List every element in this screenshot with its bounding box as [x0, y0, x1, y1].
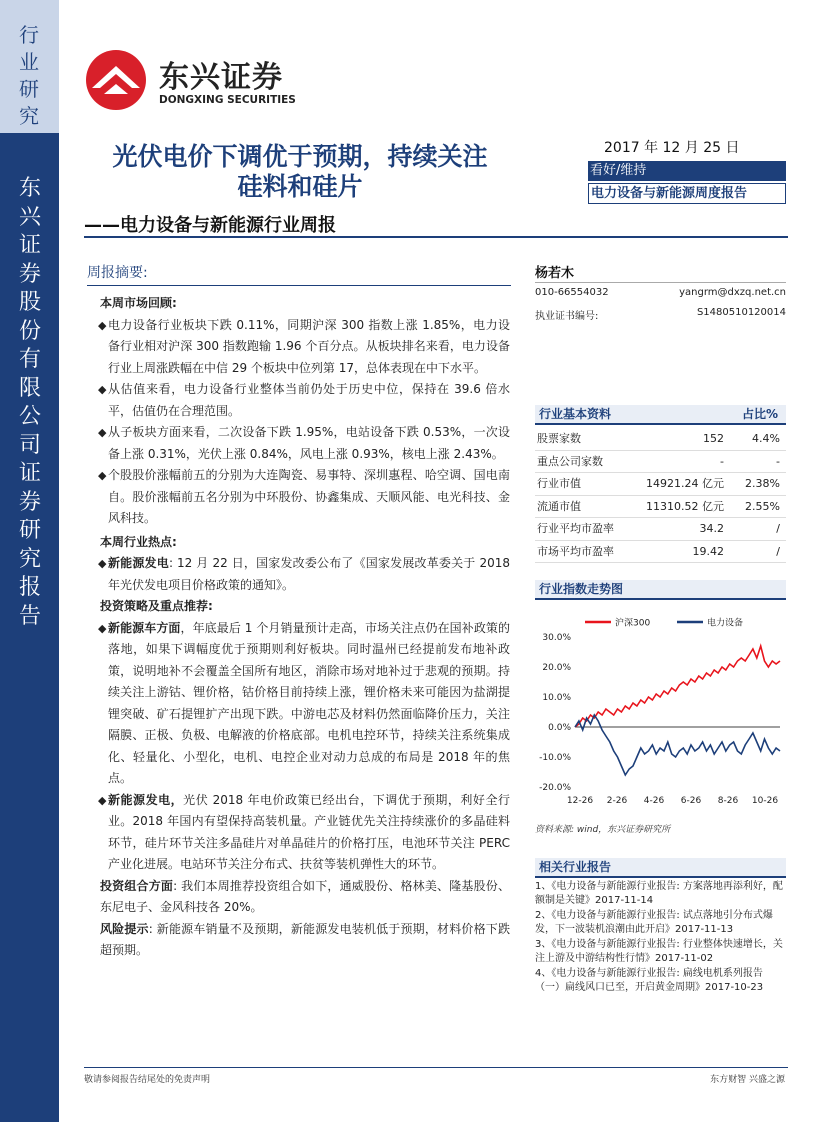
series-line-1 — [575, 715, 780, 775]
sidebar-top-label: 行业研究 — [19, 23, 39, 128]
related-report-item[interactable]: 2、《电力设备与新能源行业报告: 试点落地引分布式爆发，下一波装机浪潮由此开启》2017-11-13 — [535, 910, 773, 935]
chart-source: 资料来源: wind，东兴证券研究所 — [535, 825, 671, 835]
market-review-item: ◆ 电力设备行业板块下跌 0.11%，同期沪深 300 指数上涨 1.85%，电力设备行业相对沪深 300 指数跑输 1.96 个百分点。从板块排名来看，电力设备行业上周涨跌幅在中信 29 个板块中位列第 17，总体表现在中下水平。 — [100, 315, 510, 380]
related-report-item[interactable]: 1、《电力设备与新能源行业报告: 方案落地再添利好，配额制是关键》2017-11-14 — [535, 881, 783, 906]
summary-heading: 周报摘要: — [87, 265, 148, 281]
sidebar-top — [0, 0, 59, 133]
x-tick-label: 4-26 — [643, 796, 665, 806]
rating-badge: 看好/维持 — [588, 161, 786, 181]
report-date: 2017 年 12 月 25 日 — [604, 140, 740, 156]
bullet-icon: ◆ — [98, 469, 107, 482]
footer-slogan: 东方财智 兴盛之源 — [710, 1075, 785, 1085]
analyst-contact — [535, 287, 786, 298]
table-row: 行业市值 14921.24 亿元 2.38% — [535, 473, 786, 496]
table-row: 行业平均市盈率 34.2 / — [535, 518, 786, 541]
basic-info-table — [535, 428, 786, 563]
industry-index-chart — [535, 612, 786, 817]
logo-emblem-icon — [82, 48, 150, 112]
chart-heading: 行业指数走势图 — [535, 580, 786, 600]
analyst-cert — [535, 307, 786, 322]
strategy-heading: 投资策略及重点推荐: — [100, 599, 213, 613]
market-review-item: ◆ 个股股价涨幅前五的分别为大连陶瓷、易事特、深圳惠程、哈空调、国电南自。股价涨幅前五名分别为中环股份、协鑫集成、天顺风能、电光科技、金风科技。 — [100, 465, 510, 530]
legend-label-1: 电力设备 — [707, 618, 744, 629]
related-report-item[interactable]: 4、《电力设备与新能源行业报告: 扁线电机系列报告（一）扁线风口已至，开启黄金周期》2017-10-23 — [535, 968, 764, 993]
summary-divider — [87, 285, 511, 286]
y-tick-label: 0.0% — [548, 723, 571, 733]
related-report-item[interactable]: 3、《电力设备与新能源行业报告: 行业整体快速增长，关注上游及中游结构性行情》2017-11-02 — [535, 939, 783, 964]
y-tick-label: 20.0% — [542, 663, 571, 673]
header-divider — [84, 236, 788, 238]
strategy-pv: ◆ 新能源发电，光伏 2018 年电价政策已经出台，下调优于预期，利好全行业。2018 年国内有望保持高装机量。产业链优先关注持续涨价的多晶硅料环节，硅片环节关注多晶硅片对单晶硅片的价格打压，电池环节关注 PERC 产业化进展。电站环节关注分布式、扶贫等装机弹性大的环节。 — [100, 790, 510, 876]
bullet-icon: ◆ — [98, 793, 107, 807]
bullet-icon: ◆ — [98, 426, 107, 439]
related-heading: 相关行业报告 — [535, 858, 786, 878]
table-row: 重点公司家数 - - — [535, 451, 786, 474]
analyst-phone: 010-66554032 — [535, 287, 609, 298]
ratio-heading: 占比% — [741, 407, 778, 421]
hot-heading: 本周行业热点: — [100, 534, 177, 549]
analyst-cert-number: S1480510120014 — [696, 307, 786, 318]
company-logo — [82, 48, 312, 112]
sidebar-main — [0, 133, 59, 1122]
analyst-email[interactable]: yangrm@dxzq.net.cn — [679, 287, 786, 298]
x-tick-label: 12-26 — [566, 796, 594, 806]
x-tick-label: 8-26 — [717, 796, 739, 806]
market-review-heading: 本周市场回顾: — [100, 296, 177, 310]
basic-info-heading: 行业基本资料 占比% — [535, 405, 786, 425]
logo-chinese-name: 东兴证券 — [159, 60, 283, 95]
report-title-line2: 硅料和硅片 — [237, 172, 363, 201]
strategy-ev: ◆ 新能源车方面，年底最后 1 个月销量预计走高，市场关注点仍在国补政策的落地，如果下调幅度优于预期则利好板块。同时温州已经提前发布地补政策，说明地补不会覆盖全国所有地区，消除市场对地补过于悲观的预期。持续关注上游钴、锂价格，钴价格目前持续上涨，锂价格未来可能因为盐湖提锂突破、矿石提锂扩产出现下跌。中游电芯及材料仍然面临降价压力，关注隔膜、正极、负极、电解液的价格底部。电机电控环节，持续关注系统集成化、轻量化、小型化，电机、电控企业对动力总成的布局是 2018 年的焦点。 — [100, 618, 510, 790]
legend-label-0: 沪深300 — [615, 618, 651, 629]
market-review-item: ◆ 从估值来看，电力设备行业整体当前仍处于历史中位，保持在 39.6 倍水平，估值仍在合理范围。 — [100, 379, 510, 422]
y-tick-label: -10.0% — [539, 753, 571, 763]
x-tick-label: 2-26 — [606, 796, 628, 806]
report-title — [80, 142, 520, 202]
related-reports-list — [535, 880, 786, 996]
table-row: 市场平均市盈率 19.42 / — [535, 541, 786, 564]
logo-english-name: DONGXING SECURITIES — [159, 94, 296, 106]
table-row: 流通市值 11310.52 亿元 2.55% — [535, 496, 786, 519]
analyst-divider — [535, 282, 786, 283]
bullet-icon: ◆ — [98, 318, 107, 332]
table-row: 股票家数 152 4.4% — [535, 428, 786, 451]
report-type-badge: 电力设备与新能源周度报告 — [588, 183, 786, 204]
bullet-icon: ◆ — [98, 621, 107, 635]
footer-divider — [84, 1067, 788, 1068]
portfolio: 投资组合方面: 我们本周推荐投资组合如下，通威股份、格林美、隆基股份、东尼电子、金风科技各 20%。 — [100, 878, 510, 914]
analyst-name: 杨若木 — [535, 266, 575, 281]
series-line-0 — [575, 646, 780, 727]
x-tick-label: 10-26 — [751, 796, 779, 806]
report-subtitle: ——电力设备与新能源行业周报 — [84, 215, 336, 236]
risk-warning: 风险提示: 新能源车销量不及预期，新能源发电装机低于预期，材料价格下跌超预期。 — [100, 921, 510, 957]
market-review-item: ◆ 从子板块方面来看，二次设备下跌 1.95%，电站设备下跌 0.53%，一次设备上涨 0.31%，光伏上涨 0.84%，风电上涨 0.93%，核电上涨 2.43%。 — [100, 422, 510, 465]
analyst-cert-label: 执业证书编号: — [535, 311, 599, 322]
y-tick-label: -20.0% — [539, 783, 571, 793]
summary-body — [100, 293, 510, 962]
y-tick-label: 30.0% — [542, 633, 571, 643]
sidebar-main-label: 东兴证券股份有限公司证券研究报告 — [18, 176, 41, 629]
report-title-line1: 光伏电价下调优于预期，持续关注 — [112, 142, 488, 171]
x-tick-label: 6-26 — [680, 796, 702, 806]
bullet-icon: ◆ — [98, 383, 107, 396]
footer-disclaimer: 敬请参阅报告结尾处的免责声明 — [84, 1075, 211, 1085]
hot-item: ◆ 新能源发电: 12 月 22 日，国家发改委公布了《国家发展改革委关于 2018 年光伏发电项目价格政策的通知》。 — [100, 553, 510, 596]
bullet-icon: ◆ — [98, 557, 107, 570]
y-tick-label: 10.0% — [542, 693, 571, 703]
